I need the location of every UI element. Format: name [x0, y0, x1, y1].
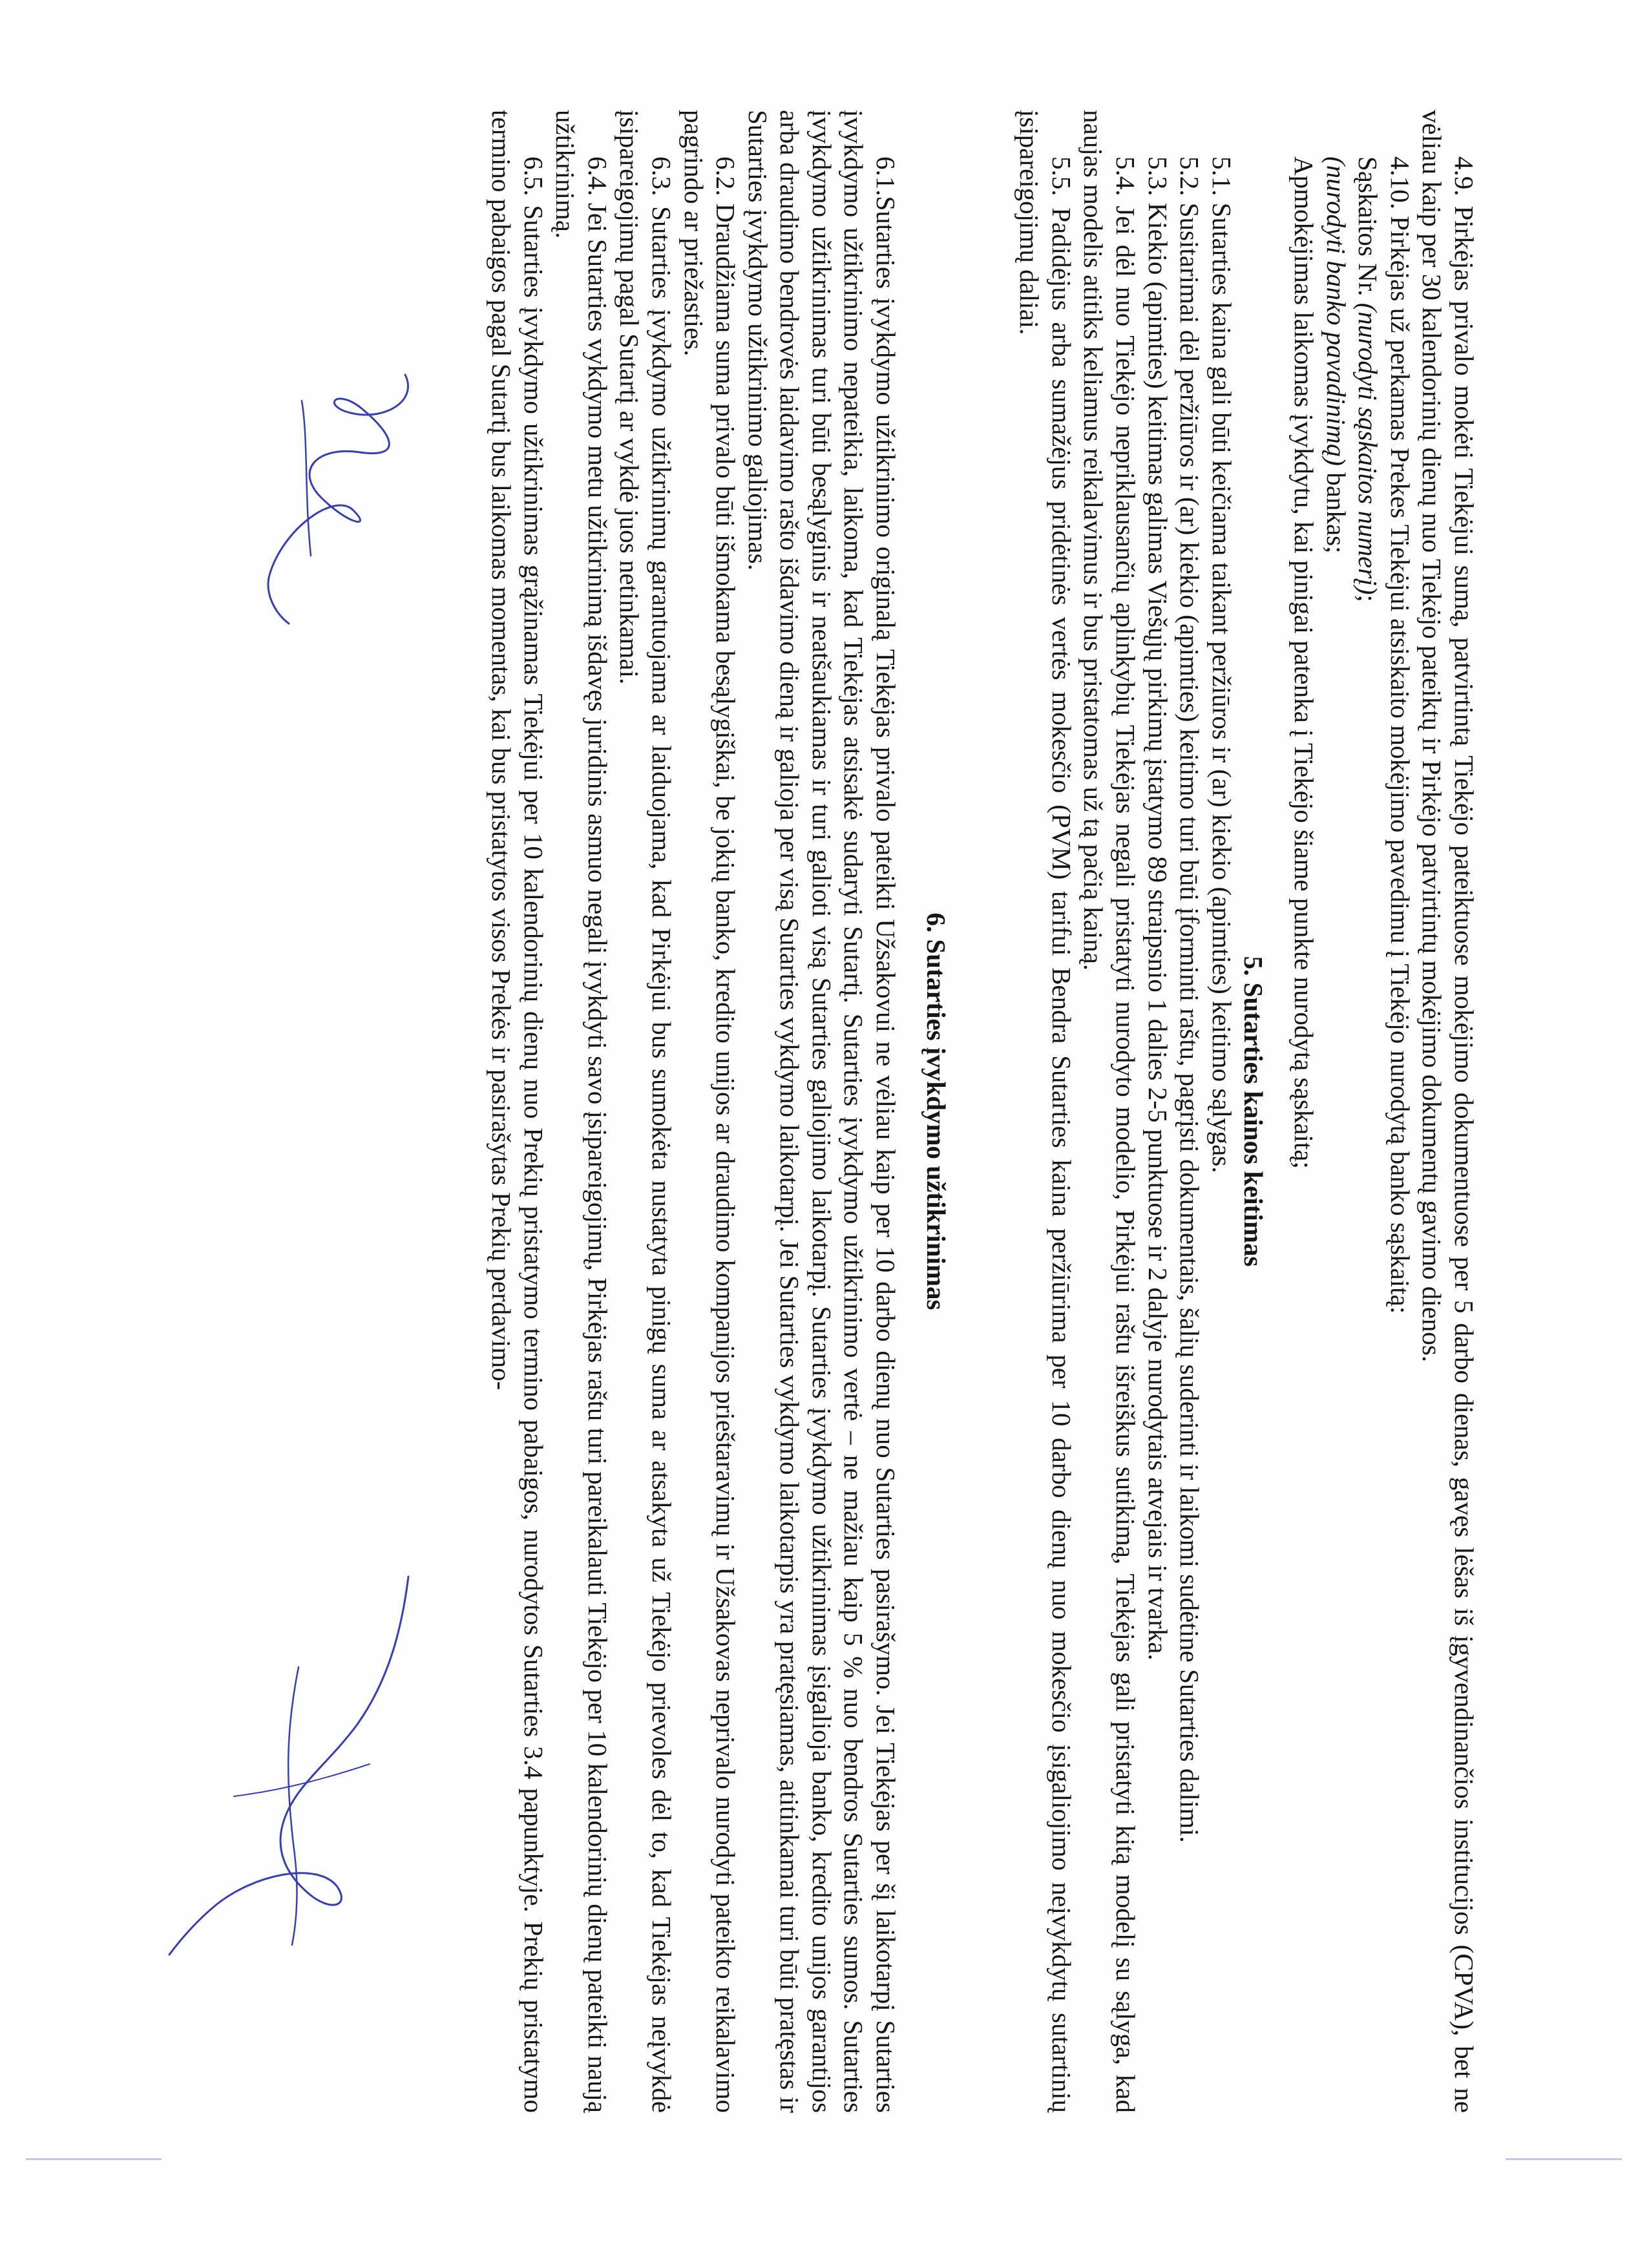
paragraph-6-1: 6.1.Sutarties įvykdymo užtikrinimo originalą Tiekėjas privalo pateikti Užsakovui ne vėliau kaip per 10 darbo dienų nuo Sutarties pasirašymo. Jei Tiekėjas per šį laikotarpį Sutarties įvykdymo užtikrinimo nepateikia, laikoma, kad Tiekėjas atsisakė sudaryti Sutartį. Sutarties įvykdymo užtikrinimo vertė – ne mažiau kaip 5 % nuo bendros Sutarties sumos. Sutarties įvykdymo užtikrinimas turi būti besąlyginis ir neatšaukiamas ir turi galioti visą Sutarties galiojimo laikotarpį. Sutarties įvykdymo užtikrinimas įsigalioja banko, kredito unijos garantijos arba draudimo bendrovės laidavimo rašto išdavimo dieną ir galioja per visą Sutarties vykdymo laikotarpį. Jei Sutarties vykdymo laikotarpis yra pratęsiamas, atitinkamai turi būti pratęstas ir Sutarties įvykdymo užtikrinimo galiojimas. — [742, 110, 901, 2113]
paragraph-6-2: 6.2. Draudžiama suma privalo būti išmokama besąlygiškai, be jokių banko, kredito unijos ar draudimo kompanijos prieštaravimų ir Užsakovas neprivalo nurodyti pateikto reikalavimo pagrindo ar priežasties. — [678, 110, 741, 2113]
signature-right-stroke-3 — [234, 1764, 370, 1796]
paragraph-5-2: 5.2. Susitarimai dėl peržiūros ir (ar) kiekio (apimties) keitimo turi būti įforminti raštu, pagrįsti dokumentais, šalių suderinti ir laikomi sudėtine Sutarties dalimi. — [1175, 156, 1205, 1843]
payment-note: Apmokėjimas laikomas įvykdytu, kai pinigai patenka į Tiekėjo šiame punkte nurodytą sąskaitą; — [1289, 156, 1319, 1169]
paragraph-4-10: 4.10. Pirkėjas už perkamas Prekes Tiekėjui atsiskaito mokėjimo pavedimu į Tiekėjo nurodytą banko sąskaitą: — [1385, 156, 1415, 1314]
paragraph-6-4: 6.4. Jei Sutarties vykdymo metu užtikrinimą išdavęs juridinis asmuo negali įvykdyti savo įsipareigojimų, Pirkėjas raštu turi pareikalauti Tiekėjo per 10 kalendorinių dienų pateikti naują užtikrinimą. — [551, 110, 613, 2113]
scan-artifact-line — [1506, 2158, 1622, 2160]
signature-left — [237, 362, 431, 633]
paragraph-5-4: 5.4. Jei dėl nuo Tiekėjo nepriklausančių aplinkybių Tiekėjas negali pristatyti nurodyto modelio, Pirkėjui raštu išreiškus sutikimą, Tiekėjas gali pristatyti kitą modelį su sąlyga, kad naujas modelis atitiks keliamus reikalavimus ir bus pristatomas už tą pačią kainą. — [1078, 110, 1141, 2113]
document-body — [485, 110, 1480, 2113]
signature-right-stroke-2 — [288, 1667, 299, 1945]
paragraph-4-9: 4.9. Pirkėjas privalo mokėti Tiekėjui sumą, patvirtintą Tiekėjo pateiktuose mokėjimo dokumentuose per 5 darbo dienas, gavęs lėšas iš įgyvendinančios institucijos (CPVA), bet ne vėliau kaip per 30 kalendorinių dienų nuo Tiekėjo pateiktų ir Pirkėjo patvirtintų mokėjimo dokumentų gavimo dienos. — [1417, 110, 1479, 2113]
bank-name-placeholder: (nurodyti banko pavadinimą) — [1321, 156, 1351, 467]
paragraph-5-1: 5.1. Sutarties kaina gali būti keičiama taikant peržiūros ir (ar) kiekio (apimties) keitimo sąlygas. — [1206, 156, 1237, 1173]
section-5-heading: 5. Sutarties kainos keitimas — [1239, 956, 1269, 1267]
bank-suffix: bankas; — [1321, 466, 1351, 554]
paragraph-6-3: 6.3. Sutarties įvykdymo užtikrinimų garantuojama ar laiduojama, kad Pirkėjui bus sumokėta nustatyta pinigų suma ar atsakyta už Tiekėjo prievoles dėl to, kad Tiekėjas neįvykdė įsipareigojimų pagal Sutartį ar vykdė juos netinkamai. — [614, 110, 677, 2113]
bank-name-line — [1319, 110, 1352, 2113]
signature-right — [163, 1570, 447, 1958]
scan-artifact-line — [26, 2158, 162, 2160]
account-suffix: ; — [1353, 594, 1383, 602]
account-number-placeholder: (nurodyti sąskaitos numerį) — [1353, 302, 1383, 595]
paragraph-5-3: 5.3. Kiekio (apimties) keitimas galimas Viešųjų pirkimų įstatymo 89 straipsnio 1 dalies 2-5 punktuose ir 2 dalyje nurodytais atvejais ir tvarka. — [1142, 156, 1173, 1661]
paragraph-5-5: 5.5. Padidėjus arba sumažėjus pridėtinės vertės mokesčio (PVM) tarifui Bendra Sutarties kaina peržiūrima per 10 darbo dienų nuo mokesčio įsigaliojimo neįvykdytų sutartinių įsipareigojimų daliai. — [1014, 110, 1077, 2113]
account-number-line — [1352, 110, 1384, 2113]
account-prefix: Sąskaitos Nr. — [1353, 156, 1383, 303]
section-6-heading: 6. Sutarties įvykdymo užtikrinimas — [921, 912, 951, 1310]
signature-left-stroke — [268, 375, 408, 624]
paragraph-6-5: 6.5. Sutarties įvykdymo užtikrinimas grąžinamas Tiekėjui per 10 kalendorinių dienų nuo Prekių pristatymo termino pabaigos, nurodytos Sutarties 3.4 papunktyje. Prekių pristatymo termino pabaigos pagal Sutartį bus laikomas momentas, kai bus pristatytos visos Prekės ir pasirašytas Prekių perdavimo- — [486, 110, 549, 2113]
